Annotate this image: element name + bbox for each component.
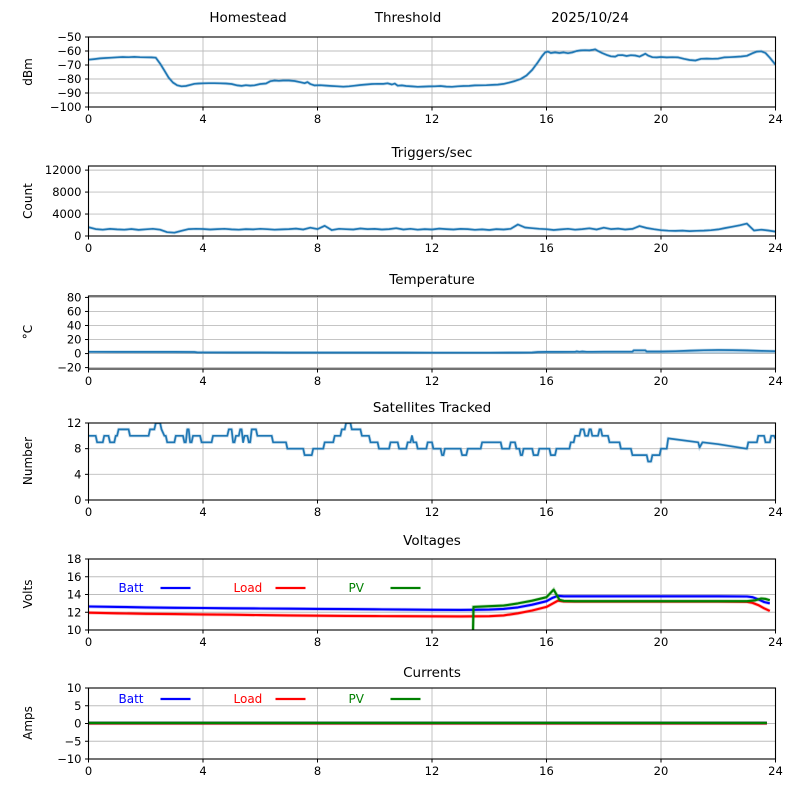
svg-text:12000: 12000: [44, 163, 82, 178]
svg-text:PV: PV: [348, 581, 364, 595]
svg-text:20: 20: [653, 112, 669, 126]
svg-text:Batt: Batt: [118, 692, 144, 706]
svg-text:0: 0: [84, 112, 93, 126]
svg-text:80: 80: [66, 290, 82, 305]
svg-text:4: 4: [199, 505, 207, 519]
svg-text:4: 4: [199, 764, 207, 778]
svg-text:0: 0: [84, 764, 93, 778]
svg-text:Load: Load: [233, 692, 263, 706]
chart-title-currents: Currents: [403, 665, 461, 681]
svg-text:4: 4: [199, 374, 207, 388]
svg-text:24: 24: [768, 374, 783, 388]
svg-text:4: 4: [199, 635, 207, 649]
svg-text:0: 0: [74, 493, 82, 507]
svg-text:0: 0: [84, 241, 93, 255]
chart-title-voltages: Voltages: [403, 533, 461, 549]
svg-text:10: 10: [66, 623, 82, 637]
svg-text:−20: −20: [57, 360, 82, 375]
svg-text:40: 40: [66, 318, 82, 333]
svg-text:8: 8: [313, 505, 322, 519]
chart-title-satellites: Satellites Tracked: [372, 400, 492, 416]
svg-text:20: 20: [653, 635, 669, 649]
subplot-1: [45, 163, 783, 255]
svg-text:8: 8: [313, 374, 322, 388]
svg-text:8: 8: [74, 441, 82, 456]
svg-text:16: 16: [66, 569, 82, 584]
svg-text:12: 12: [424, 635, 440, 649]
svg-text:8000: 8000: [52, 185, 82, 200]
svg-text:24: 24: [768, 112, 783, 126]
svg-text:4: 4: [199, 112, 207, 126]
svg-text:0: 0: [84, 635, 93, 649]
svg-text:−60: −60: [57, 44, 82, 58]
svg-text:0: 0: [74, 716, 82, 731]
svg-text:16: 16: [539, 635, 554, 649]
svg-text:12: 12: [424, 241, 440, 255]
svg-text:0: 0: [84, 505, 93, 519]
svg-text:16: 16: [539, 505, 554, 519]
svg-text:16: 16: [539, 374, 554, 388]
svg-text:−100: −100: [49, 100, 82, 114]
subplot-2: [57, 290, 783, 388]
svg-text:−70: −70: [57, 58, 82, 72]
ylabel-dbm: dBm: [21, 58, 35, 86]
date-title: 2025/10/24: [551, 10, 629, 26]
svg-text:24: 24: [768, 635, 783, 649]
svg-text:24: 24: [768, 505, 783, 519]
threshold-title: Threshold: [374, 10, 442, 26]
svg-text:12: 12: [424, 764, 440, 778]
svg-text:4000: 4000: [52, 207, 82, 222]
svg-text:20: 20: [653, 505, 669, 519]
svg-text:−80: −80: [57, 72, 82, 86]
svg-text:0: 0: [74, 346, 82, 361]
svg-text:8: 8: [313, 635, 322, 649]
svg-text:12: 12: [66, 416, 82, 430]
svg-text:−50: −50: [57, 30, 82, 44]
svg-text:24: 24: [768, 764, 783, 778]
ylabel-amps: Amps: [21, 706, 35, 740]
ylabel-celsius: °C: [21, 324, 35, 340]
svg-text:4: 4: [74, 467, 82, 482]
svg-text:14: 14: [66, 587, 82, 602]
svg-text:5: 5: [74, 698, 82, 713]
svg-text:8: 8: [313, 764, 322, 778]
svg-text:24: 24: [768, 241, 783, 255]
svg-text:Load: Load: [233, 581, 263, 595]
subplot-3: [67, 416, 783, 519]
station-title: Homestead: [209, 10, 287, 26]
svg-text:0: 0: [74, 229, 82, 243]
ylabel-volts: Volts: [21, 579, 35, 609]
svg-text:−5: −5: [64, 734, 82, 749]
svg-text:16: 16: [539, 112, 554, 126]
svg-text:60: 60: [66, 304, 82, 319]
svg-text:20: 20: [653, 764, 669, 778]
svg-text:PV: PV: [348, 692, 364, 706]
svg-text:18: 18: [66, 552, 82, 566]
svg-text:12: 12: [66, 605, 82, 620]
svg-text:20: 20: [653, 374, 669, 388]
chart-title-temperature: Temperature: [389, 272, 475, 288]
svg-text:16: 16: [539, 241, 554, 255]
svg-text:Batt: Batt: [118, 581, 144, 595]
subplot-0: [50, 30, 783, 126]
ylabel-number: Number: [21, 436, 35, 486]
ylabel-count: Count: [21, 183, 35, 219]
svg-text:10: 10: [66, 681, 82, 695]
svg-text:−90: −90: [57, 86, 82, 100]
svg-text:4: 4: [199, 241, 207, 255]
svg-text:20: 20: [66, 332, 82, 347]
svg-text:12: 12: [424, 112, 440, 126]
svg-text:8: 8: [313, 241, 322, 255]
subplot-4: [67, 552, 783, 674]
svg-text:0: 0: [84, 374, 93, 388]
svg-text:−10: −10: [57, 752, 82, 766]
svg-text:12: 12: [424, 505, 440, 519]
subplot-5: [57, 681, 783, 778]
svg-text:12: 12: [424, 374, 440, 388]
svg-text:16: 16: [539, 764, 554, 778]
chart-title-triggers: Triggers/sec: [391, 145, 473, 161]
svg-text:20: 20: [653, 241, 669, 255]
svg-text:8: 8: [313, 112, 322, 126]
